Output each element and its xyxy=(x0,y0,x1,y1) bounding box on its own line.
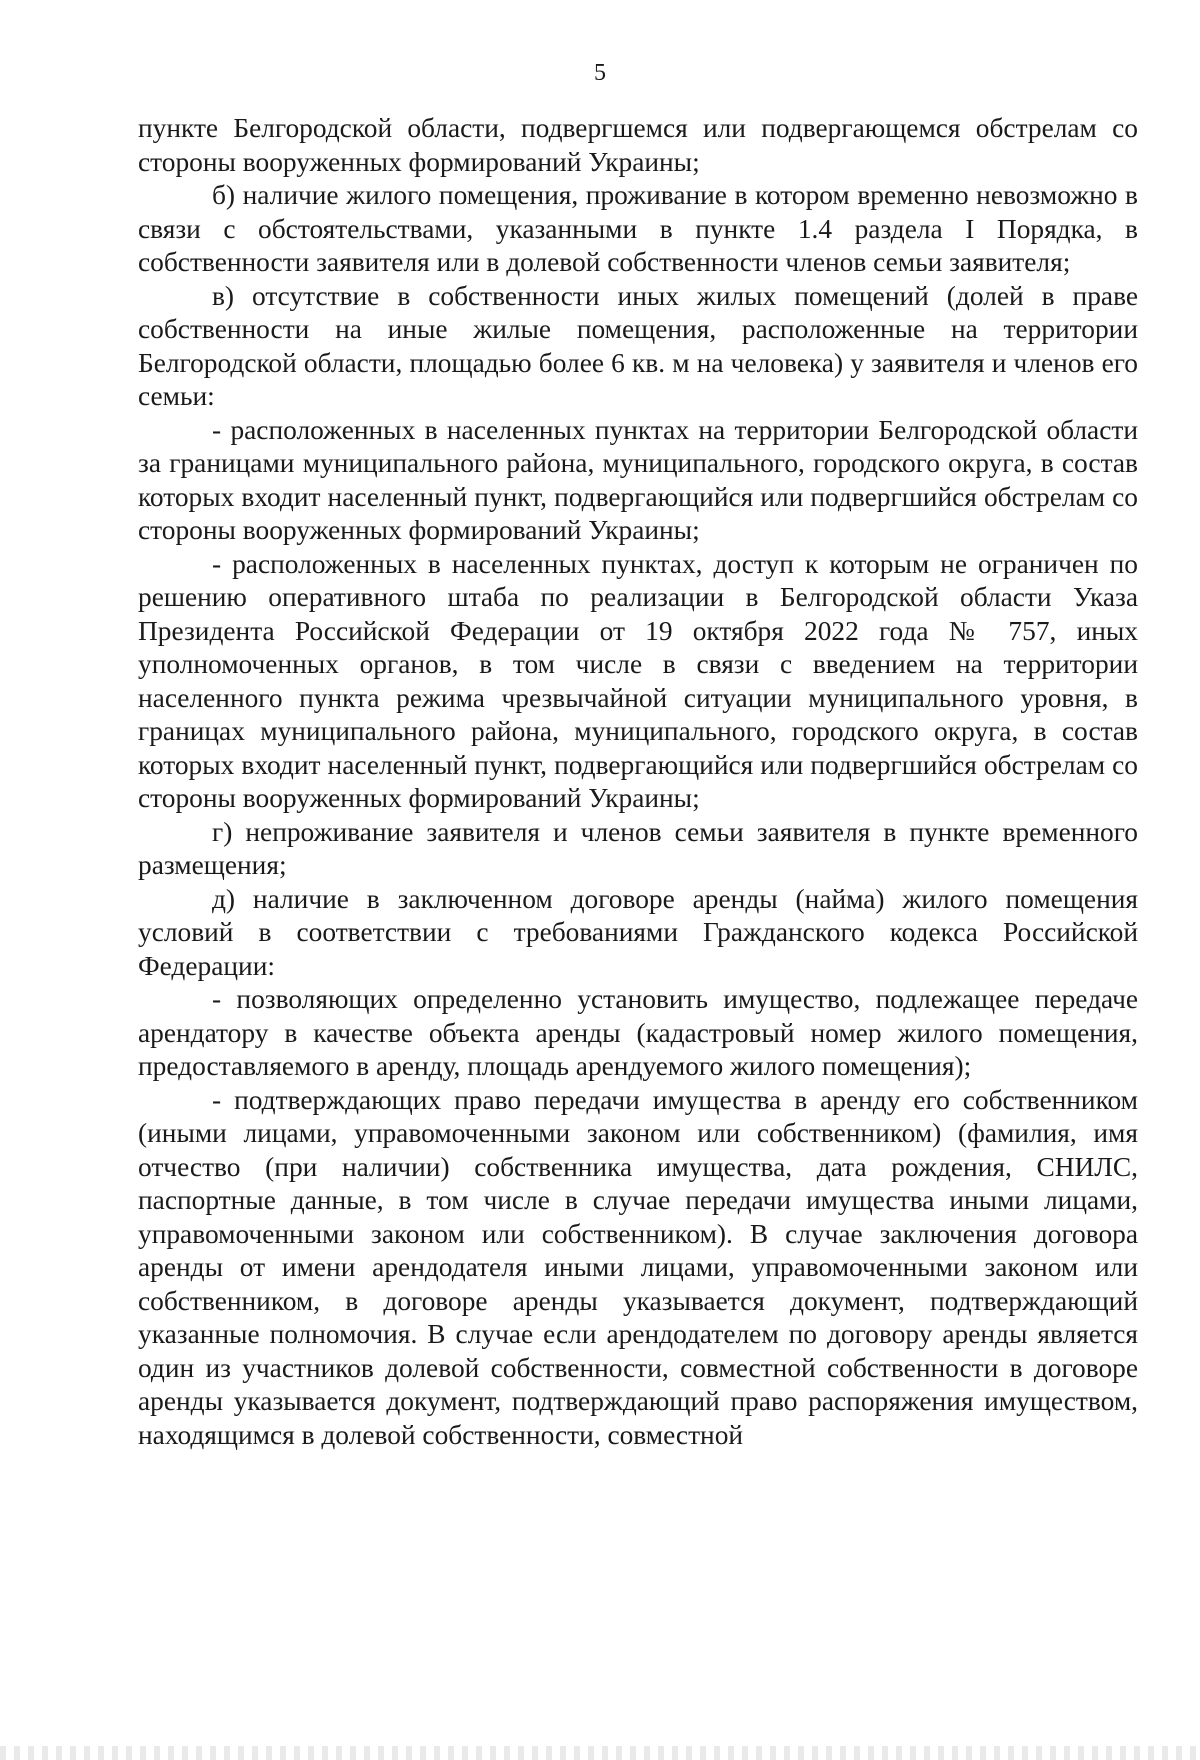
paragraph-subitem-outside-borders: - расположенных в населенных пунктах на территории Белгородской области за границами муниципального района, муниципального, городского округа, в состав которых входит населенный пункт, подвергающийся или подвергшийся обстрелам со стороны вооруженных формирований Украины; xyxy=(138,414,1138,545)
paragraph-subitem-transfer-rights: - подтверждающих право передачи имущества в аренду его собственником (иными лицами, управомоченными законом или собственником) (фамилия, имя отчество (при наличии) собственника имущества, дата рождения, СНИЛС, паспортные данные, в том числе в случае передачи имущества иными лицами, управомоченными законом или собственником). В случае заключения договора аренды от имени арендодателя иными лицами, управомоченными законом или собственником, в договоре аренды указывается документ, подтверждающий указанные полномочия. В случае если арендодателем по договору аренды является один из участников долевой собственности, совместной собственности в договоре аренды указывается документ, подтверждающий право распоряжения имуществом, находящимся в долевой собственности, совместной xyxy=(138,1084,1138,1450)
paragraph-subitem-property-identification: - позволяющих определенно установить имущество, подлежащее передаче арендатору в качестве объекта аренды (кадастровый номер жилого помещения, предоставляемого в аренду, площадь арендуемого жилого помещения); xyxy=(138,984,1138,1081)
scan-edge-artifact xyxy=(0,1746,1200,1760)
paragraph-item-d: д) наличие в заключенном договоре аренды (найма) жилого помещения условий в соответствии с требованиями Гражданского кодекса Российской Федерации: xyxy=(138,883,1138,981)
page-number: 5 xyxy=(594,60,606,86)
paragraph-item-v: в) отсутствие в собственности иных жилых помещений (долей в праве собственности на иные жилые помещения, расположенные на территории Белгородской области, площадью более 6 кв. м на человека) у заявителя и членов его семьи: xyxy=(138,280,1138,411)
paragraph-subitem-access-not-limited: - расположенных в населенных пунктах, доступ к которым не ограничен по решению оперативного штаба по реализации в Белгородской области Указа Президента Российской Федерации от 19 октября 2022 года № 757, иных уполномоченных органов, в том числе в связи с введением на территории населенного пункта режима чрезвычайной ситуации муниципального уровня, в границах муниципального района, муниципального, городского округа, в состав которых входит населенный пункт, подвергающийся или подвергшийся обстрелам со стороны вооруженных формирований Украины; xyxy=(138,548,1138,813)
paragraph-item-b: б) наличие жилого помещения, проживание в котором временно невозможно в связи с обстоятельствами, указанными в пункте 1.4 раздела I Порядка, в собственности заявителя или в долевой собственности членов семьи заявителя; xyxy=(138,180,1138,277)
paragraph-continuation: пункте Белгородской области, подвергшемся или подвергающемся обстрелам со стороны вооруженных формирований Украины; xyxy=(138,113,1138,177)
document-body xyxy=(138,112,1138,1452)
paragraph-item-g: г) непроживание заявителя и членов семьи заявителя в пункте временного размещения; xyxy=(138,816,1138,880)
